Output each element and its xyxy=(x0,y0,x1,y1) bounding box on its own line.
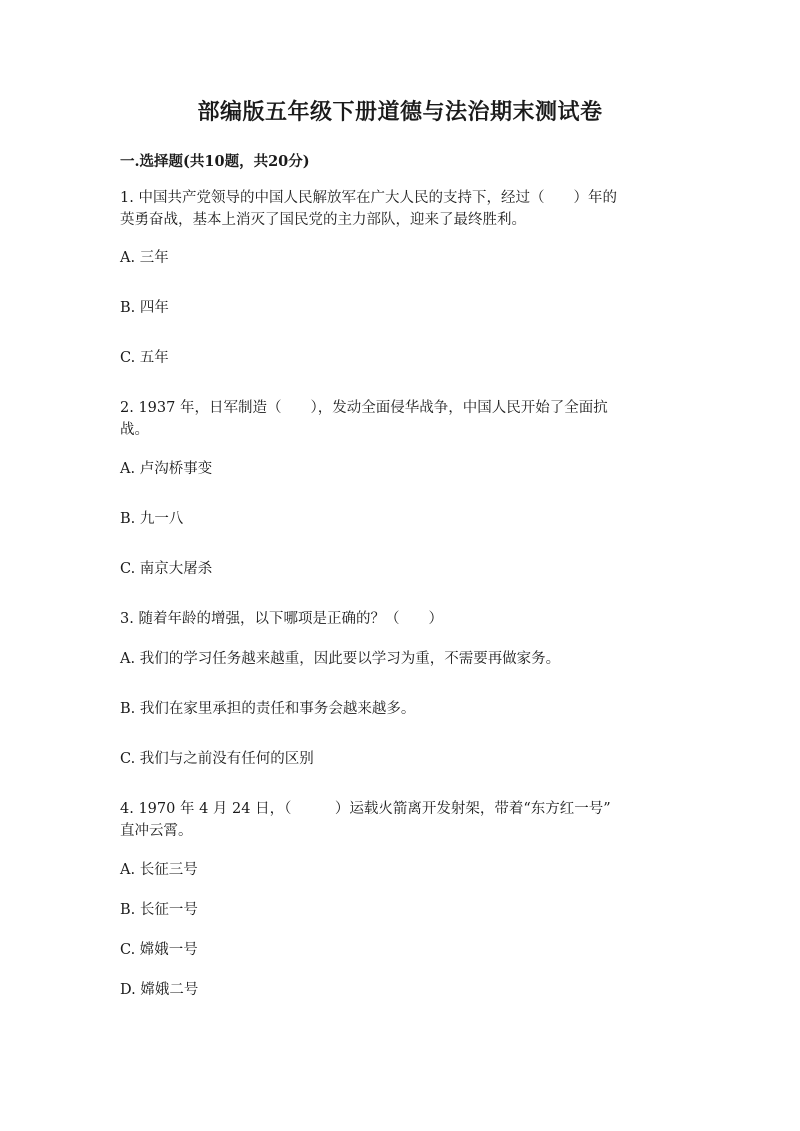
question-1-stem-line-2: 英勇奋战，基本上消灭了国民党的主力部队，迎来了最终胜利。 xyxy=(120,212,526,228)
question-4-option-d: D. 嫦娥二号 xyxy=(120,982,199,998)
question-3-option-a: A. 我们的学习任务越来越重，因此要以学习为重，不需要再做家务。 xyxy=(120,651,561,667)
question-2-option-a: A. 卢沟桥事变 xyxy=(120,461,213,477)
question-2-option-c: C. 南京大屠杀 xyxy=(120,561,213,577)
question-1-option-a: A. 三年 xyxy=(120,250,169,266)
question-4-option-b: B. 长征一号 xyxy=(120,902,198,918)
question-1-option-b: B. 四年 xyxy=(120,300,169,316)
question-2-stem-line-2: 战。 xyxy=(120,422,149,438)
question-3-option-b: B. 我们在家里承担的责任和事务会越来越多。 xyxy=(120,701,416,717)
question-3-option-c: C. 我们与之前没有任何的区别 xyxy=(120,751,314,767)
section-heading: 一.选择题(共10题，共20分) xyxy=(120,153,310,170)
question-2-stem-line-1: 2. 1937 年，日军制造（ ），发动全面侵华战争，中国人民开始了全面抗 xyxy=(120,400,608,416)
question-4-stem-line-1: 4. 1970 年 4 月 24 日，（ ）运载火箭离开发射架，带着“东方红一号” xyxy=(120,801,611,817)
question-3-stem-line-1: 3. 随着年龄的增强，以下哪项是正确的？（ ） xyxy=(120,611,443,627)
question-1-option-c: C. 五年 xyxy=(120,350,169,366)
question-1-stem-line-1: 1. 中国共产党领导的中国人民解放军在广大人民的支持下，经过（ ）年的 xyxy=(120,190,617,206)
question-4-stem-line-2: 直冲云霄。 xyxy=(120,823,193,839)
exam-title: 部编版五年级下册道德与法治期末测试卷 xyxy=(197,99,603,125)
question-2-option-b: B. 九一八 xyxy=(120,511,184,527)
question-4-option-a: A. 长征三号 xyxy=(120,862,198,878)
question-4-option-c: C. 嫦娥一号 xyxy=(120,942,198,958)
